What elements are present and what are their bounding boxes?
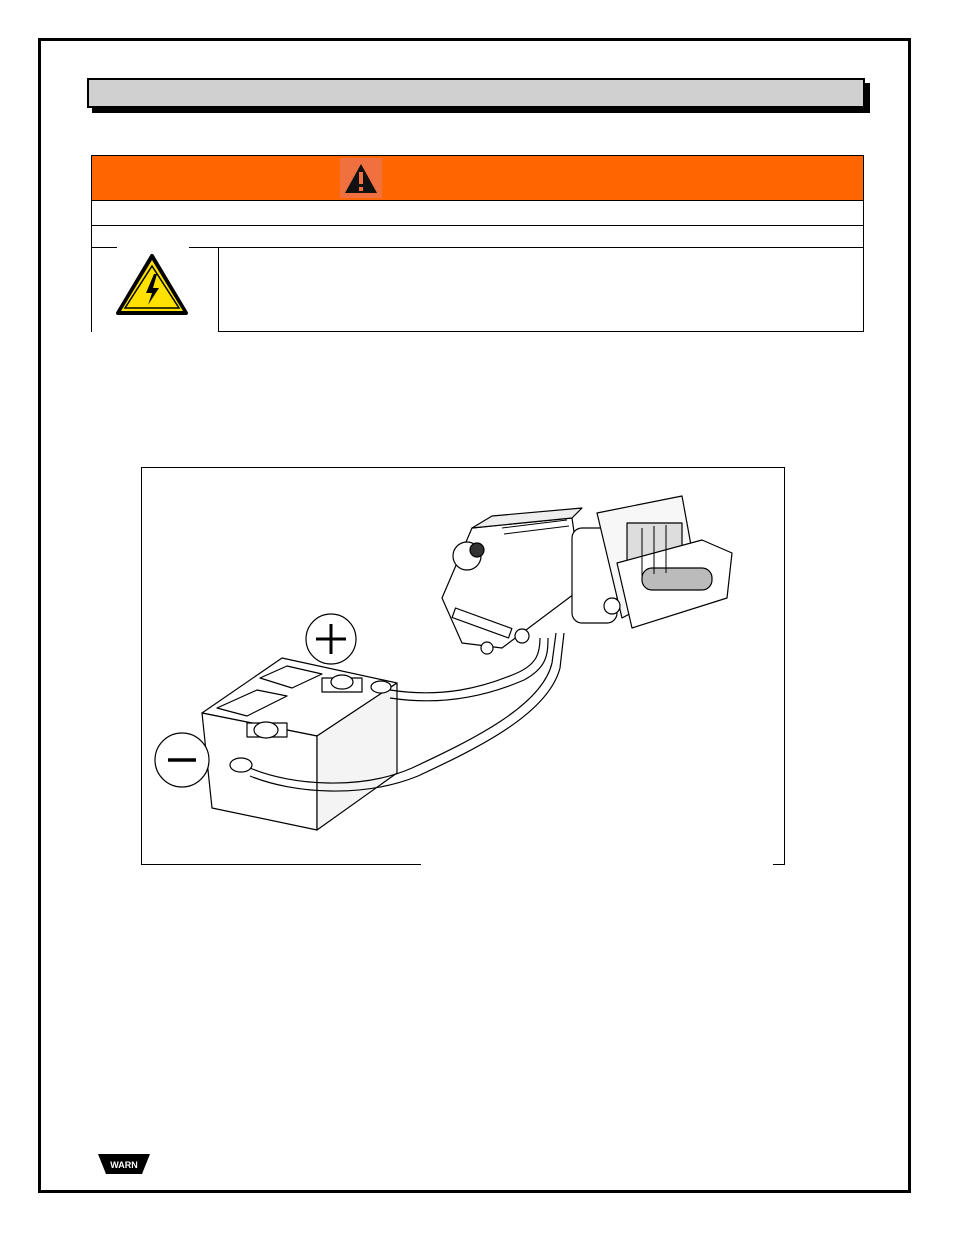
warning-alert-icon: [340, 158, 382, 198]
warning-box: [91, 155, 864, 332]
section-header-bar: [87, 78, 865, 108]
figure-caption-gap: [421, 862, 773, 866]
wiring-figure: [141, 467, 785, 865]
winch-battery-wiring-illustration: [142, 468, 786, 866]
warning-row-2: [92, 226, 863, 248]
warn-logo: [98, 1152, 150, 1176]
warning-icon-cell: [92, 248, 219, 332]
electrical-shock-hazard-icon: [92, 248, 219, 332]
warning-header: [92, 156, 863, 201]
warning-row-1: [92, 201, 863, 226]
warning-text-cell: [219, 248, 863, 332]
warn-logo-text: WARN: [110, 1160, 138, 1170]
